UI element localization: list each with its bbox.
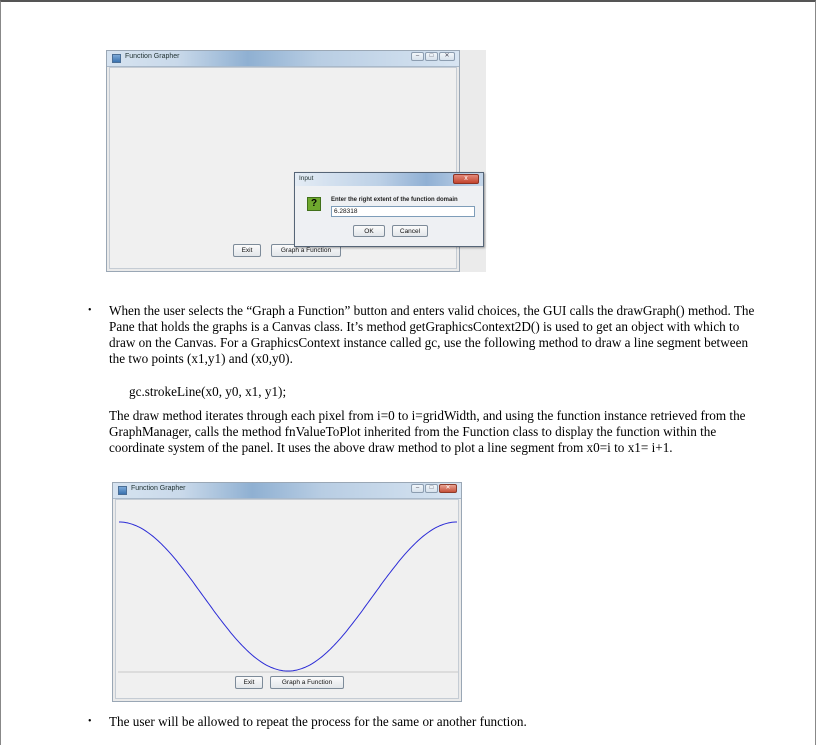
function-plot <box>116 500 460 700</box>
bullet-2: • <box>88 716 92 727</box>
exit-button-bottom[interactable]: Exit <box>235 676 263 689</box>
bullet-1: • <box>88 305 92 316</box>
sine-curve <box>119 522 457 671</box>
minimize-icon[interactable]: – <box>411 52 424 61</box>
ok-button[interactable]: OK <box>353 225 385 237</box>
maximize-icon-bottom[interactable]: □ <box>425 484 438 493</box>
dialog-prompt: Enter the right extent of the function domain <box>331 197 458 203</box>
exit-button[interactable]: Exit <box>233 244 261 257</box>
close-icon-bottom[interactable]: ✕ <box>439 484 457 493</box>
function-grapher-window-bottom <box>112 482 462 702</box>
code-strokeline: gc.strokeLine(x0, y0, x1, y1); <box>129 384 287 399</box>
paragraph-drawgraph: When the user selects the “Graph a Function” button and enters valid choices, the GUI calls the drawGraph() method. The Pane that holds the graphs is a Canvas class. It’s method getGraphicsContext2D() is used to get an object with which to draw on the Canvas. For a GraphicsContext instance called gc, use the following method to draw a line segment between the two points (x1,y1) and (x0,y0). <box>109 303 755 366</box>
input-dialog <box>294 172 484 247</box>
title-bar[interactable] <box>107 51 459 67</box>
paragraph-repeat: The user will be allowed to repeat the process for the same or another function. <box>109 714 527 729</box>
app-icon-bottom <box>118 486 127 495</box>
graph-function-button[interactable]: Graph a Function <box>271 244 341 257</box>
window-title: Function Grapher <box>125 53 180 60</box>
window-title-bottom: Function Grapher <box>131 485 186 492</box>
paragraph-draw-method: The draw method iterates through each pixel from i=0 to i=gridWidth, and using the function instance retrieved from the GraphManager, calls the method fnValueToPlot inherited from the Function class to display the function within the coordinate system of the panel. It uses the above draw method to plot a line segment from x0=i to x1= i+1. <box>109 408 746 455</box>
close-icon[interactable]: ✕ <box>439 52 455 61</box>
question-icon: ? <box>307 197 321 211</box>
dialog-title-bar[interactable] <box>295 173 483 186</box>
app-icon <box>112 54 121 63</box>
cancel-button[interactable]: Cancel <box>392 225 428 237</box>
graph-canvas <box>115 499 459 699</box>
domain-input[interactable]: 6.28318 <box>331 206 475 217</box>
title-bar-bottom[interactable] <box>113 483 461 499</box>
dialog-close-icon[interactable]: x <box>453 174 479 184</box>
graph-function-button-bottom[interactable]: Graph a Function <box>270 676 344 689</box>
maximize-icon[interactable]: □ <box>425 52 438 61</box>
minimize-icon-bottom[interactable]: – <box>411 484 424 493</box>
dialog-title: Input <box>299 175 314 182</box>
